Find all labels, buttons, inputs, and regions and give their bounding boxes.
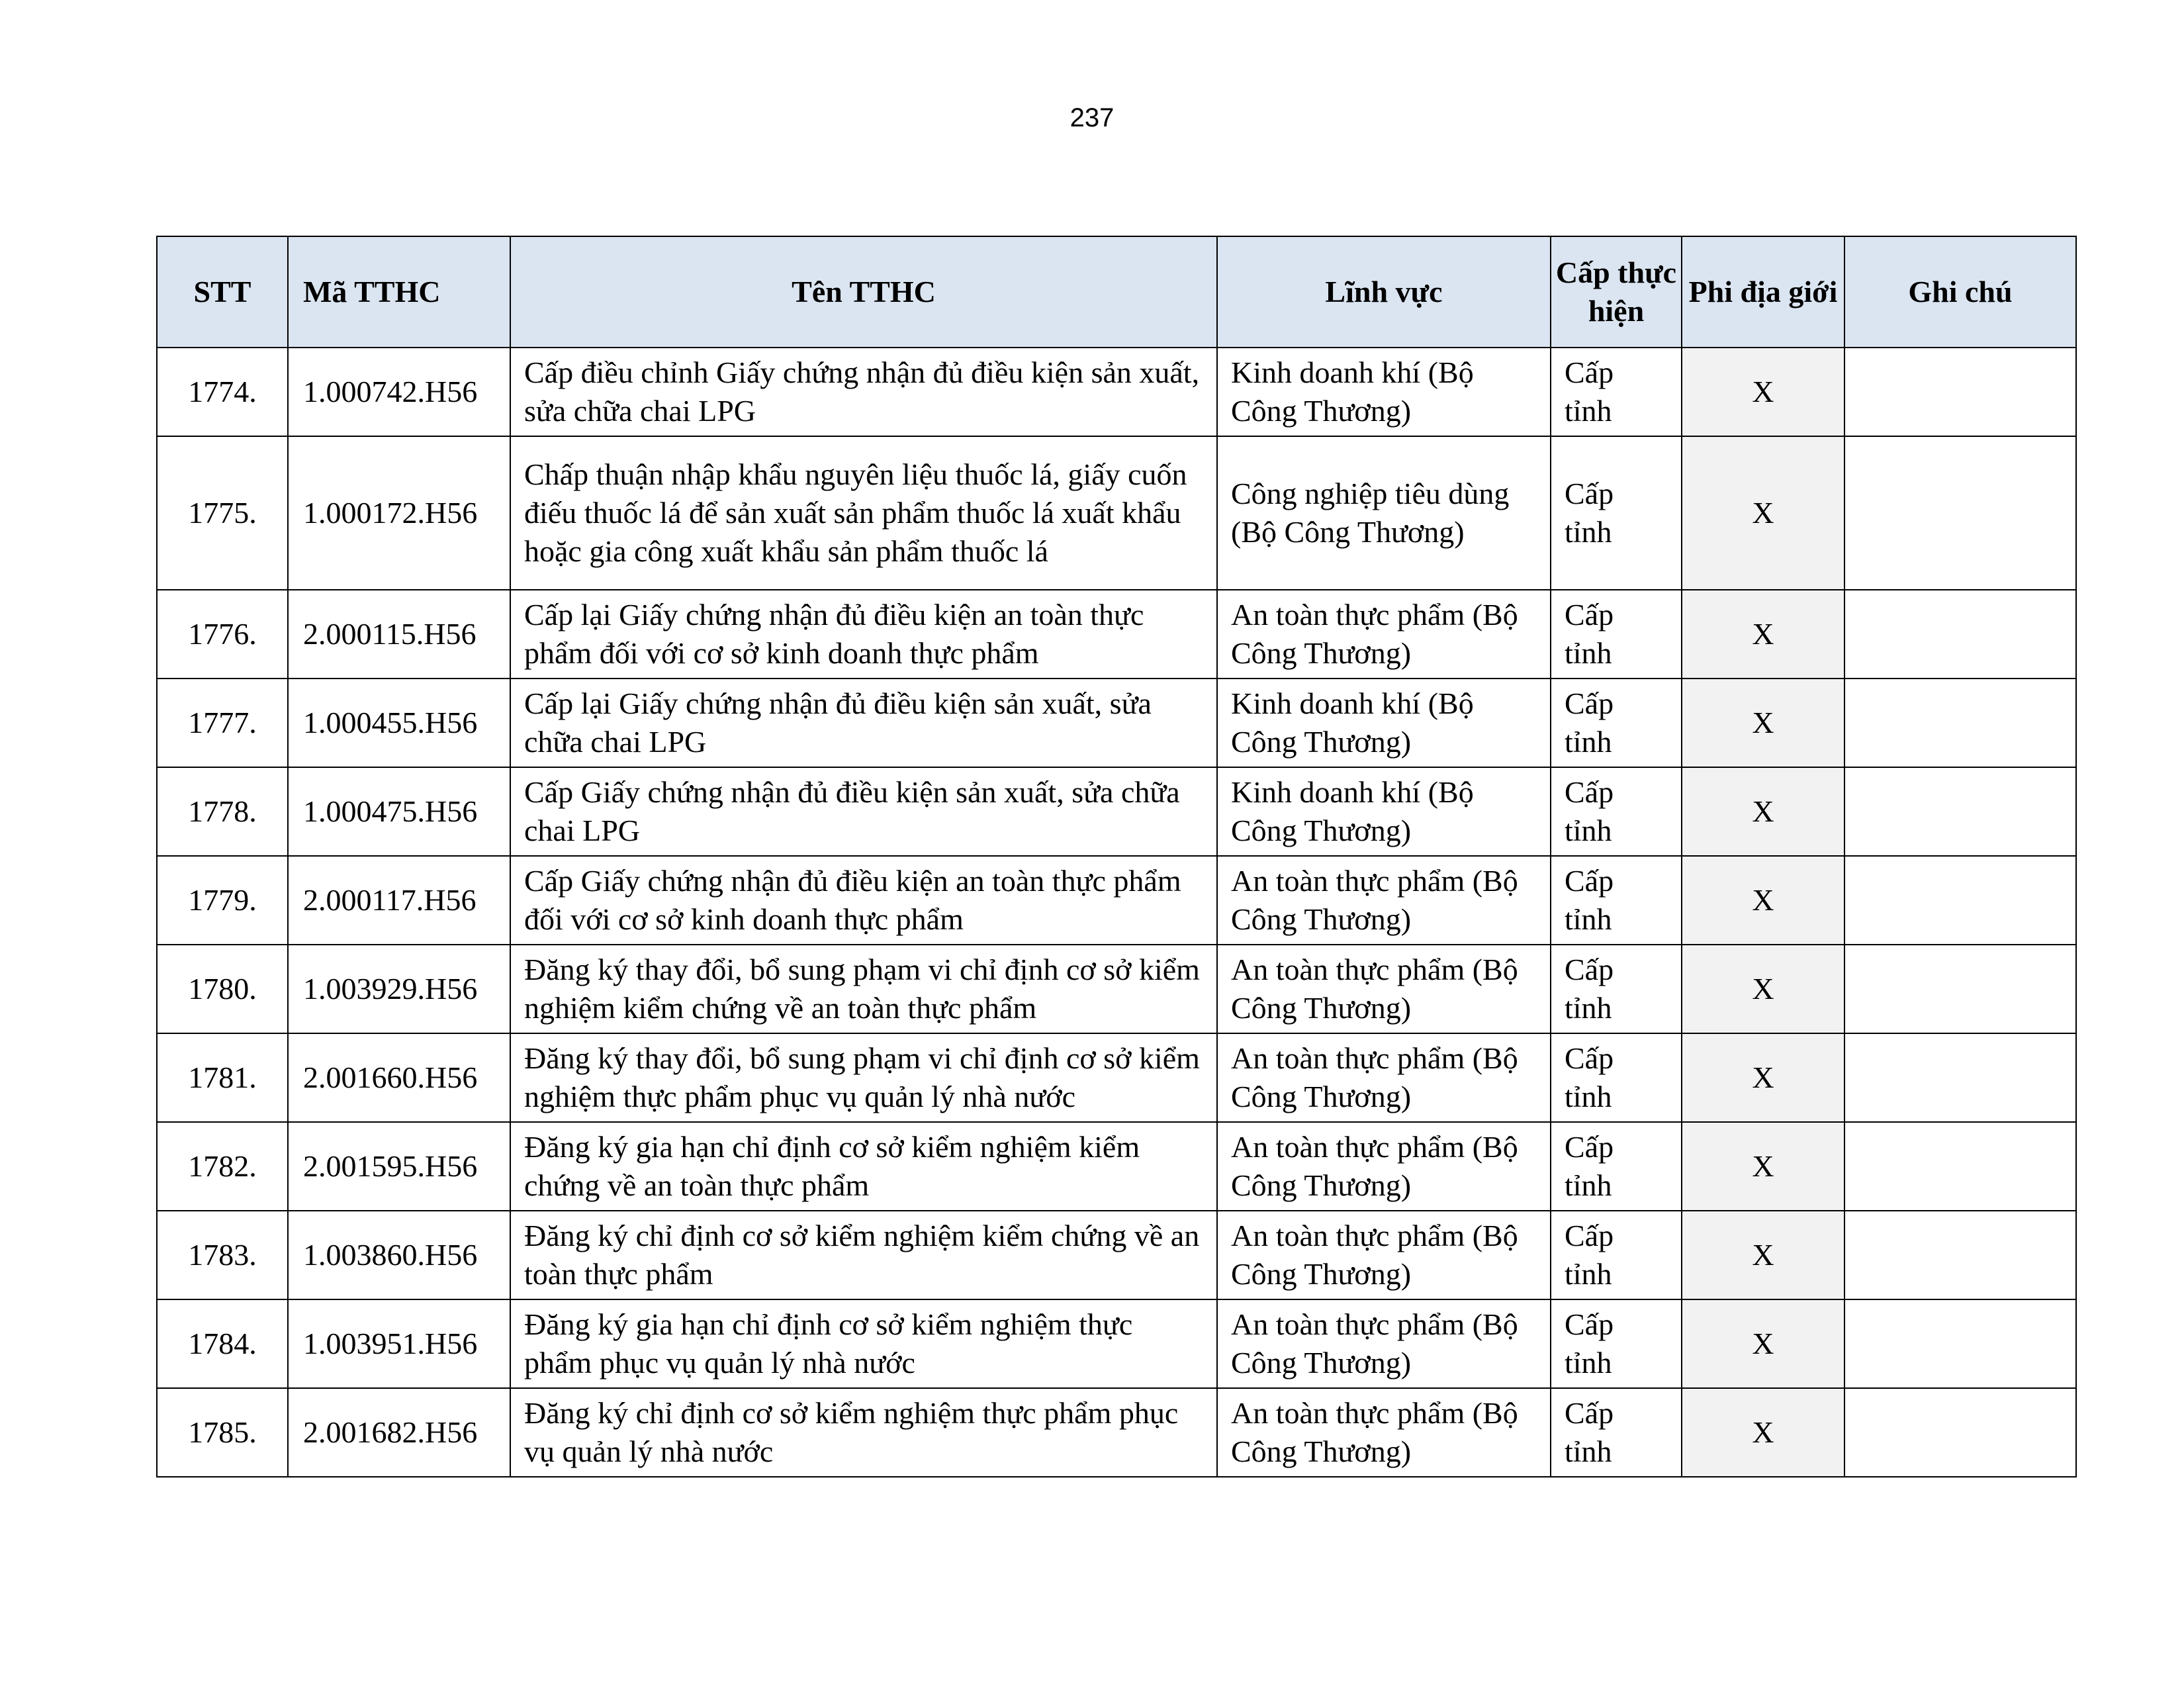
cell-boundary: X — [1682, 767, 1844, 856]
cell-note — [1844, 1122, 2076, 1211]
table-row — [157, 1033, 2076, 1122]
cell-note — [1844, 1033, 2076, 1122]
cell-note — [1844, 1211, 2076, 1299]
cell-code: 2.001595.H56 — [288, 1122, 510, 1211]
cell-code: 2.000117.H56 — [288, 856, 510, 945]
cell-boundary: X — [1682, 1122, 1844, 1211]
cell-level: Cấp tỉnh — [1551, 436, 1682, 590]
cell-boundary: X — [1682, 348, 1844, 436]
cell-level: Cấp tỉnh — [1551, 856, 1682, 945]
cell-name: Đăng ký gia hạn chỉ định cơ sở kiểm nghiệm kiểm chứng về an toàn thực phẩm — [510, 1122, 1217, 1211]
cell-stt: 1775. — [157, 436, 288, 590]
cell-level: Cấp tỉnh — [1551, 1122, 1682, 1211]
cell-level: Cấp tỉnh — [1551, 945, 1682, 1033]
cell-stt: 1779. — [157, 856, 288, 945]
page-number: 237 — [1069, 103, 1115, 132]
cell-code: 2.001682.H56 — [288, 1388, 510, 1477]
cell-note — [1844, 590, 2076, 679]
table-row — [157, 1122, 2076, 1211]
cell-code: 1.003951.H56 — [288, 1299, 510, 1388]
header-row — [157, 236, 2076, 348]
cell-boundary: X — [1682, 1033, 1844, 1122]
cell-field: Kinh doanh khí (Bộ Công Thương) — [1217, 679, 1551, 767]
cell-level: Cấp tỉnh — [1551, 348, 1682, 436]
cell-stt: 1778. — [157, 767, 288, 856]
table-row — [157, 945, 2076, 1033]
cell-field: An toàn thực phẩm (Bộ Công Thương) — [1217, 856, 1551, 945]
cell-boundary: X — [1682, 1211, 1844, 1299]
cell-name: Chấp thuận nhập khẩu nguyên liệu thuốc lá, giấy cuốn điếu thuốc lá để sản xuất sản phẩm thuốc lá xuất khẩu hoặc gia công xuất khẩu sản phẩm thuốc lá — [510, 436, 1217, 590]
cell-code: 1.003860.H56 — [288, 1211, 510, 1299]
cell-code: 1.003929.H56 — [288, 945, 510, 1033]
cell-name: Cấp điều chỉnh Giấy chứng nhận đủ điều kiện sản xuất, sửa chữa chai LPG — [510, 348, 1217, 436]
cell-note — [1844, 1299, 2076, 1388]
cell-code: 1.000172.H56 — [288, 436, 510, 590]
cell-field: An toàn thực phẩm (Bộ Công Thương) — [1217, 590, 1551, 679]
table-row — [157, 856, 2076, 945]
cell-stt: 1781. — [157, 1033, 288, 1122]
table-row — [157, 767, 2076, 856]
cell-boundary: X — [1682, 436, 1844, 590]
cell-note — [1844, 348, 2076, 436]
cell-code: 1.000742.H56 — [288, 348, 510, 436]
cell-note — [1844, 856, 2076, 945]
cell-name: Cấp lại Giấy chứng nhận đủ điều kiện sản xuất, sửa chữa chai LPG — [510, 679, 1217, 767]
procedures-table — [156, 236, 2077, 1477]
table-row — [157, 679, 2076, 767]
cell-field: Công nghiệp tiêu dùng (Bộ Công Thương) — [1217, 436, 1551, 590]
cell-stt: 1783. — [157, 1211, 288, 1299]
cell-stt: 1785. — [157, 1388, 288, 1477]
cell-stt: 1776. — [157, 590, 288, 679]
cell-code: 1.000475.H56 — [288, 767, 510, 856]
cell-field: An toàn thực phẩm (Bộ Công Thương) — [1217, 1211, 1551, 1299]
cell-code: 2.000115.H56 — [288, 590, 510, 679]
cell-level: Cấp tỉnh — [1551, 1299, 1682, 1388]
cell-level: Cấp tỉnh — [1551, 1211, 1682, 1299]
cell-stt: 1780. — [157, 945, 288, 1033]
cell-note — [1844, 767, 2076, 856]
cell-stt: 1784. — [157, 1299, 288, 1388]
cell-code: 2.001660.H56 — [288, 1033, 510, 1122]
cell-field: An toàn thực phẩm (Bộ Công Thương) — [1217, 1388, 1551, 1477]
table-row — [157, 436, 2076, 590]
cell-boundary: X — [1682, 856, 1844, 945]
cell-boundary: X — [1682, 945, 1844, 1033]
cell-name: Đăng ký thay đổi, bổ sung phạm vi chỉ định cơ sở kiểm nghiệm thực phẩm phục vụ quản lý nhà nước — [510, 1033, 1217, 1122]
cell-code: 1.000455.H56 — [288, 679, 510, 767]
cell-note — [1844, 945, 2076, 1033]
cell-name: Cấp Giấy chứng nhận đủ điều kiện sản xuất, sửa chữa chai LPG — [510, 767, 1217, 856]
header-note: Ghi chú — [1844, 236, 2076, 348]
table-header — [157, 236, 2076, 348]
cell-field: Kinh doanh khí (Bộ Công Thương) — [1217, 767, 1551, 856]
cell-name: Đăng ký chỉ định cơ sở kiểm nghiệm thực phẩm phục vụ quản lý nhà nước — [510, 1388, 1217, 1477]
cell-boundary: X — [1682, 1388, 1844, 1477]
cell-level: Cấp tỉnh — [1551, 679, 1682, 767]
cell-note — [1844, 679, 2076, 767]
cell-name: Đăng ký chỉ định cơ sở kiểm nghiệm kiểm chứng về an toàn thực phẩm — [510, 1211, 1217, 1299]
cell-boundary: X — [1682, 679, 1844, 767]
header-name: Tên TTHC — [510, 236, 1217, 348]
header-level: Cấp thực hiện — [1551, 236, 1682, 348]
header-field: Lĩnh vực — [1217, 236, 1551, 348]
cell-name: Cấp Giấy chứng nhận đủ điều kiện an toàn thực phẩm đối với cơ sở kinh doanh thực phẩm — [510, 856, 1217, 945]
cell-stt: 1777. — [157, 679, 288, 767]
table-row — [157, 590, 2076, 679]
table-body — [157, 348, 2076, 1477]
cell-name: Đăng ký gia hạn chỉ định cơ sở kiểm nghiệm thực phẩm phục vụ quản lý nhà nước — [510, 1299, 1217, 1388]
cell-field: An toàn thực phẩm (Bộ Công Thương) — [1217, 1033, 1551, 1122]
cell-name: Cấp lại Giấy chứng nhận đủ điều kiện an toàn thực phẩm đối với cơ sở kinh doanh thực phẩm — [510, 590, 1217, 679]
header-boundary: Phi địa giới — [1682, 236, 1844, 348]
table-row — [157, 1388, 2076, 1477]
table-row — [157, 1211, 2076, 1299]
table-row — [157, 1299, 2076, 1388]
cell-boundary: X — [1682, 1299, 1844, 1388]
cell-note — [1844, 436, 2076, 590]
cell-level: Cấp tỉnh — [1551, 1033, 1682, 1122]
table-row — [157, 348, 2076, 436]
cell-boundary: X — [1682, 590, 1844, 679]
cell-field: An toàn thực phẩm (Bộ Công Thương) — [1217, 945, 1551, 1033]
cell-name: Đăng ký thay đổi, bổ sung phạm vi chỉ định cơ sở kiểm nghiệm kiểm chứng về an toàn thực phẩm — [510, 945, 1217, 1033]
cell-stt: 1782. — [157, 1122, 288, 1211]
header-stt: STT — [157, 236, 288, 348]
cell-note — [1844, 1388, 2076, 1477]
cell-field: Kinh doanh khí (Bộ Công Thương) — [1217, 348, 1551, 436]
cell-field: An toàn thực phẩm (Bộ Công Thương) — [1217, 1299, 1551, 1388]
cell-level: Cấp tỉnh — [1551, 590, 1682, 679]
cell-level: Cấp tỉnh — [1551, 1388, 1682, 1477]
cell-level: Cấp tỉnh — [1551, 767, 1682, 856]
header-code: Mã TTHC — [288, 236, 510, 348]
cell-field: An toàn thực phẩm (Bộ Công Thương) — [1217, 1122, 1551, 1211]
cell-stt: 1774. — [157, 348, 288, 436]
